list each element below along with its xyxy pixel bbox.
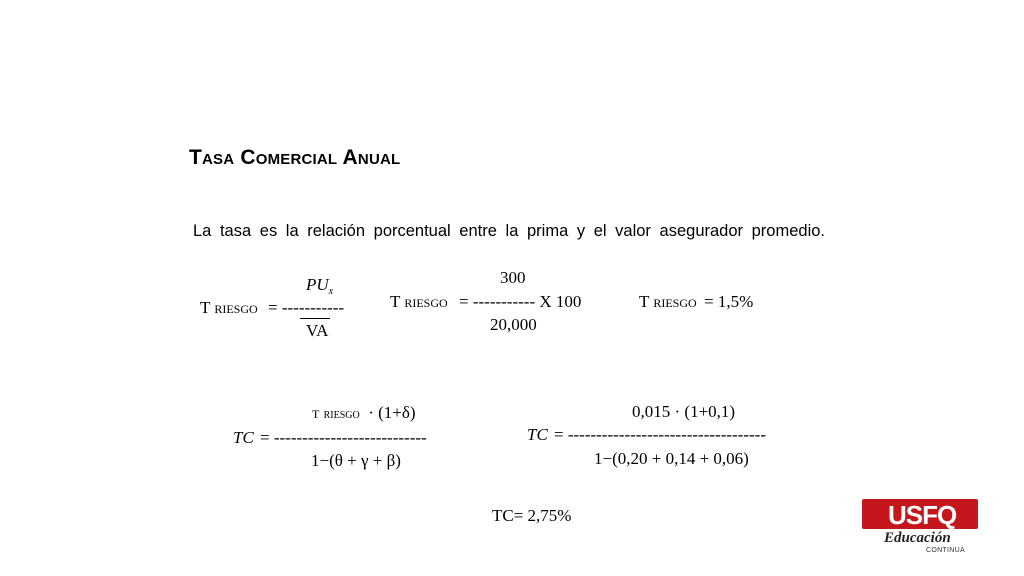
final-result: TC= 2,75%: [492, 506, 572, 525]
formula5-denominator: 1−(0,20 + 0,14 + 0,06): [594, 449, 749, 468]
formula1-numerator: $PU_x$: [306, 275, 334, 297]
logo-wordmark: USFQ: [888, 500, 957, 530]
formula5-numerator: 0,015 · (1+0,1): [632, 402, 736, 421]
logo-script-text: Educación: [884, 530, 951, 546]
formula1-lhs: T RIESGO: [200, 298, 258, 317]
logo-red-banner: [862, 499, 978, 529]
formula5-fraction-line: = -----------------------------------: [554, 425, 766, 444]
formula2-denominator: 20,000: [490, 315, 537, 334]
formula1-fraction-line: = -----------: [268, 298, 345, 317]
formula1-overbar: [300, 318, 330, 319]
formula2-numerator: 300: [500, 268, 526, 287]
formula4-fraction-line: = ---------------------------: [260, 428, 427, 447]
logo-subtext: CONTINUA: [926, 547, 965, 554]
formula4-denominator: 1−(θ + γ + β): [311, 451, 401, 470]
formula2-lhs: T RIESGO: [390, 292, 448, 311]
formula1-denominator: VA: [306, 321, 329, 340]
formula4-lhs: TC: [233, 428, 254, 447]
formula5-lhs: TC: [527, 425, 548, 444]
formula3-lhs: T RIESGO: [639, 292, 697, 311]
formula3-result: = 1,5%: [704, 292, 754, 311]
usfq-logo: [858, 496, 982, 560]
formula4-numerator: T RIESGO · (1+δ): [312, 403, 416, 422]
formula2-fraction-line: = ----------- X 100: [459, 292, 582, 311]
definition-paragraph: La tasa es la relación porcentual entre la prima y el valor asegurador promedio.: [193, 222, 825, 240]
page-title: Tasa Comercial Anual: [189, 146, 401, 169]
